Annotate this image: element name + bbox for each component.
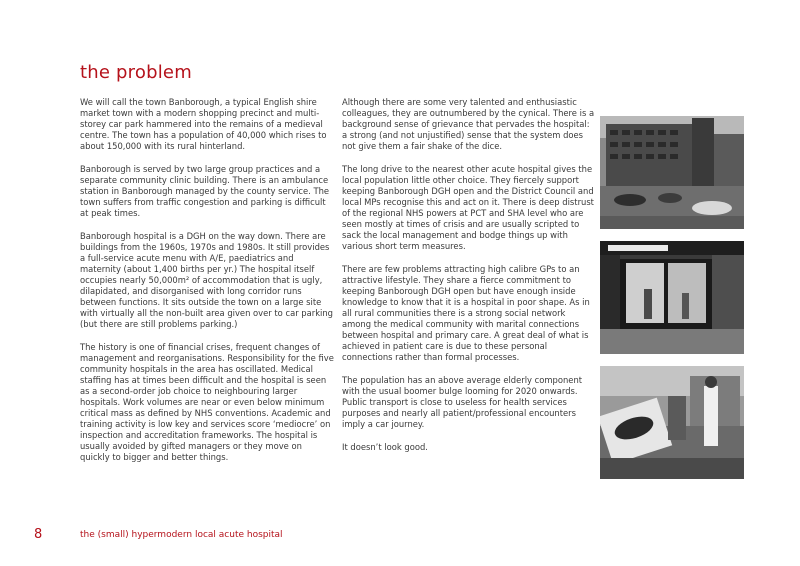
paragraph: The population has an above average elderly component with the usual boomer bulge looming for 2020 onwards. Public transport is close to useless for health services purposes and nearly all patient/professional encounters imply a car journey. <box>342 375 583 429</box>
paragraph: The history is one of financial crises, frequent changes of management and reorganisations. Responsibility for the five community hospitals in the area has oscillated. Medical staffing has at times been difficult and the hospital is seen as a second-order job choice to neighbouring larger hospitals. Work volumes are near or even below minimum critical mass as defined by NHS conventions. Academic and training activity is low key and services score ‘mediocre’ on inspection and accreditation frameworks. The hospital is usually avoided by gifted managers or they move on quickly to bigger and better things. <box>80 342 334 462</box>
paragraph: There are few problems attracting high calibre GPs to an attractive lifestyle. They share a fierce commitment to keeping Banborough DGH open but have enough inside knowledge to know that it is a hospital in poor shape. As in all rural communities there is a strong social network among the medical community with marital connections between hospital and primary care. A great deal of what is achieved in patient care is due to these personal connections rather than formal processes. <box>342 264 590 362</box>
hospital-ward-photo <box>600 366 744 479</box>
hospital-exterior-photo <box>600 116 744 229</box>
hospital-entrance-photo <box>600 241 744 354</box>
page-title: the problem <box>80 62 192 83</box>
text-column-left <box>80 97 334 475</box>
paragraph: The long drive to the nearest other acute hospital gives the local population little other choice. They fiercely support keeping Banborough DGH open and the District Council and local MPs recognise this and act on it. There is deep distrust of the regional NHS powers at PCT and SHA level who are seen mostly at times of crisis and are usually scripted to sack the local management and bodge things up with various short term measures. <box>342 164 594 251</box>
paragraph: It doesn’t look good. <box>342 442 428 452</box>
paragraph: We will call the town Banborough, a typical English shire market town with a modern shopping precinct and multi-storey car park hammered into the remains of a medieval centre. The town has a population of 40,000 which rises to about 150,000 with its rural hinterland. <box>80 97 327 151</box>
text-column-right <box>342 97 596 465</box>
paragraph: Banborough is served by two large group practices and a separate community clinic building. There is an ambulance station in Banborough managed by the county service. The town suffers from traffic congestion and parking is difficult at peak times. <box>80 164 330 218</box>
running-footer: the (small) hypermodern local acute hospital <box>80 530 283 540</box>
paragraph: Banborough hospital is a DGH on the way down. There are buildings from the 1960s, 1970s and 1980s. It still provides a full-service acute menu with A/E, paediatrics and maternity (about 1,400 births per yr.) The hospital itself occupies nearly 50,000m² of accommodation that is ugly, dilapidated, and disorganised with long corridor runs between functions. It sits outside the town on a large site with virtually all the non-built area given over to car parking (but there are still problems parking.) <box>80 231 333 329</box>
paragraph: Although there are some very talented and enthusiastic colleagues, they are outnumbered by the cynical. There is a background sense of grievance that pervades the hospital: a strong (and not unjustified) sense that the system does not give them a fair shake of the dice. <box>342 97 595 151</box>
page-number: 8 <box>34 527 43 542</box>
